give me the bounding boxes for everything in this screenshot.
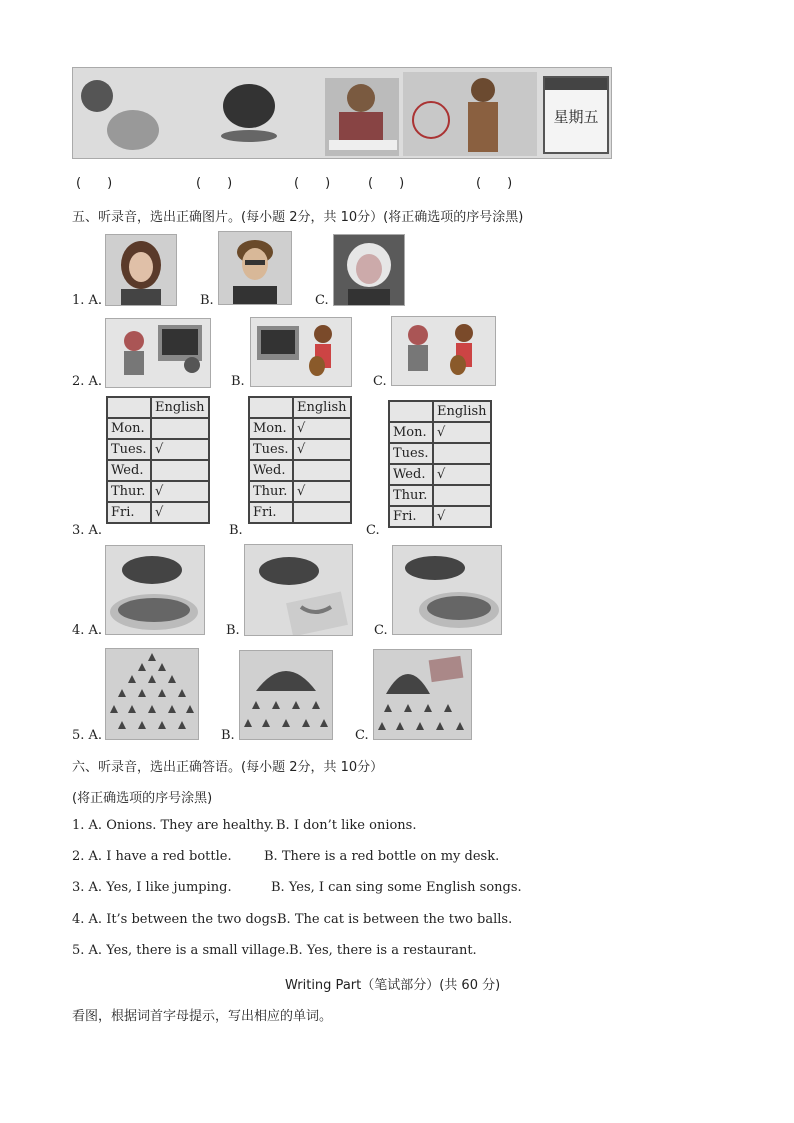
check-mark: √ (151, 481, 209, 502)
q3-option-c-schedule[interactable] (388, 400, 492, 528)
answer-bracket[interactable]: ( ) (196, 176, 233, 191)
lake-icon (429, 656, 464, 682)
schedule-day: Thur. (249, 481, 293, 502)
answer-bracket[interactable]: ( ) (476, 176, 513, 191)
check-mark (293, 460, 351, 481)
mother-icon (471, 78, 495, 102)
q5-label-c: C. (355, 728, 369, 743)
answer-bracket[interactable]: ( ) (294, 176, 331, 191)
answer-bracket[interactable]: ( ) (368, 176, 405, 191)
boy-head-icon (347, 84, 375, 112)
check-mark (151, 460, 209, 481)
q2-option-a-image[interactable] (105, 318, 211, 388)
schedule-header: English (293, 397, 351, 418)
calendar-icon (543, 76, 609, 154)
q4-label-a: 4. A. (72, 623, 103, 638)
writing-instruction: 看图，根据词首字母提示，写出相应的单词。 (72, 1009, 333, 1024)
schedule-day: Thur. (107, 481, 151, 502)
top-picture-strip (72, 67, 612, 159)
check-mark (151, 418, 209, 439)
schedule-day: Fri. (107, 502, 151, 523)
top-strip-illustrations (73, 68, 611, 158)
s6-item5-option-a[interactable]: 5. A. Yes, there is a small village. (72, 943, 290, 958)
q4-label-c: C. (374, 623, 388, 638)
section5-title: 五、听录音，选出正确图片。(每小题 2分，共 10分）(将正确选项的序号涂黑) (72, 210, 524, 225)
q1-label-a: 1. A. (72, 293, 103, 308)
section6-note: (将正确选项的序号涂黑) (72, 791, 213, 806)
check-mark (433, 485, 491, 506)
fish-icon (405, 556, 465, 580)
q3-label-b: B. (229, 523, 243, 538)
section6-title: 六、听录音，选出正确答语。(每小题 2分，共 10分） (72, 760, 384, 775)
q3-label-c: C. (366, 523, 380, 538)
schedule-day: Wed. (389, 464, 433, 485)
schedule-day: Mon. (249, 418, 293, 439)
calendar-label: 星期五 (553, 108, 599, 126)
schedule-day: Fri. (249, 502, 293, 523)
s6-item4-option-a[interactable]: 4. A. It’s between the two dogs. (72, 912, 281, 927)
check-mark (293, 502, 351, 523)
s6-item4-option-b[interactable]: B. The cat is between the two balls. (277, 912, 513, 927)
dog-icon (107, 110, 159, 150)
answer-bracket[interactable]: ( ) (76, 176, 113, 191)
q3-label-a: 3. A. (72, 523, 103, 538)
q1-option-c-image[interactable] (333, 234, 405, 306)
q4-label-b: B. (226, 623, 240, 638)
s6-item1-option-a[interactable]: 1. A. Onions. They are healthy. (72, 818, 274, 833)
schedule-day: Wed. (107, 460, 151, 481)
q1-label-b: B. (200, 293, 214, 308)
schedule-day: Thur. (389, 485, 433, 506)
q4-option-c-image[interactable] (392, 545, 502, 635)
q2-label-a: 2. A. (72, 374, 103, 389)
schedule-day: Tues. (389, 443, 433, 464)
check-mark: √ (433, 506, 491, 527)
s6-item1-option-b[interactable]: B. I don’t like onions. (276, 818, 417, 833)
salad-icon (118, 598, 190, 622)
q4-option-a-image[interactable] (105, 545, 205, 635)
schedule-day: Mon. (389, 422, 433, 443)
check-mark: √ (293, 439, 351, 460)
check-mark: √ (151, 502, 209, 523)
writing-part-title: Writing Part（笔试部分）(共 60 分) (285, 978, 501, 993)
q1-option-b-image[interactable] (218, 231, 292, 305)
check-mark: √ (151, 439, 209, 460)
s6-item2-option-b[interactable]: B. There is a red bottle on my desk. (264, 849, 500, 864)
chicken-icon (122, 556, 182, 584)
s6-item3-option-a[interactable]: 3. A. Yes, I like jumping. (72, 880, 232, 895)
q1-option-a-image[interactable] (105, 234, 177, 306)
s6-item3-option-b[interactable]: B. Yes, I can sing some English songs. (271, 880, 522, 895)
teacup-icon (221, 130, 277, 142)
check-mark: √ (293, 481, 351, 502)
schedule-header: English (433, 401, 491, 422)
s6-item2-option-a[interactable]: 2. A. I have a red bottle. (72, 849, 232, 864)
s6-item5-option-b[interactable]: B. Yes, there is a restaurant. (289, 943, 477, 958)
q5-option-a-image[interactable] (105, 648, 199, 740)
q1-label-c: C. (315, 293, 329, 308)
check-mark: √ (433, 464, 491, 485)
ball-icon (81, 80, 113, 112)
schedule-day: Fri. (389, 506, 433, 527)
check-mark: √ (433, 422, 491, 443)
q2-option-c-image[interactable] (391, 316, 496, 386)
q2-label-c: C. (373, 374, 387, 389)
schedule-day: Tues. (107, 439, 151, 460)
q5-option-c-image[interactable] (373, 649, 472, 740)
q2-label-b: B. (231, 374, 245, 389)
q5-option-b-image[interactable] (239, 650, 333, 740)
teapot-icon (223, 84, 275, 128)
check-mark: √ (293, 418, 351, 439)
schedule-day: Mon. (107, 418, 151, 439)
check-mark (433, 443, 491, 464)
boy-writing-icon (339, 112, 383, 142)
q5-label-b: B. (221, 728, 235, 743)
q4-option-b-image[interactable] (244, 544, 353, 636)
salad-icon (427, 596, 491, 620)
schedule-day: Wed. (249, 460, 293, 481)
q3-option-b-schedule[interactable] (248, 396, 352, 524)
schedule-header: English (151, 397, 209, 418)
schedule-day: Tues. (249, 439, 293, 460)
q2-option-b-image[interactable] (250, 317, 352, 387)
q3-option-a-schedule[interactable] (106, 396, 210, 524)
q5-label-a: 5. A. (72, 728, 103, 743)
chicken-icon (259, 557, 319, 585)
